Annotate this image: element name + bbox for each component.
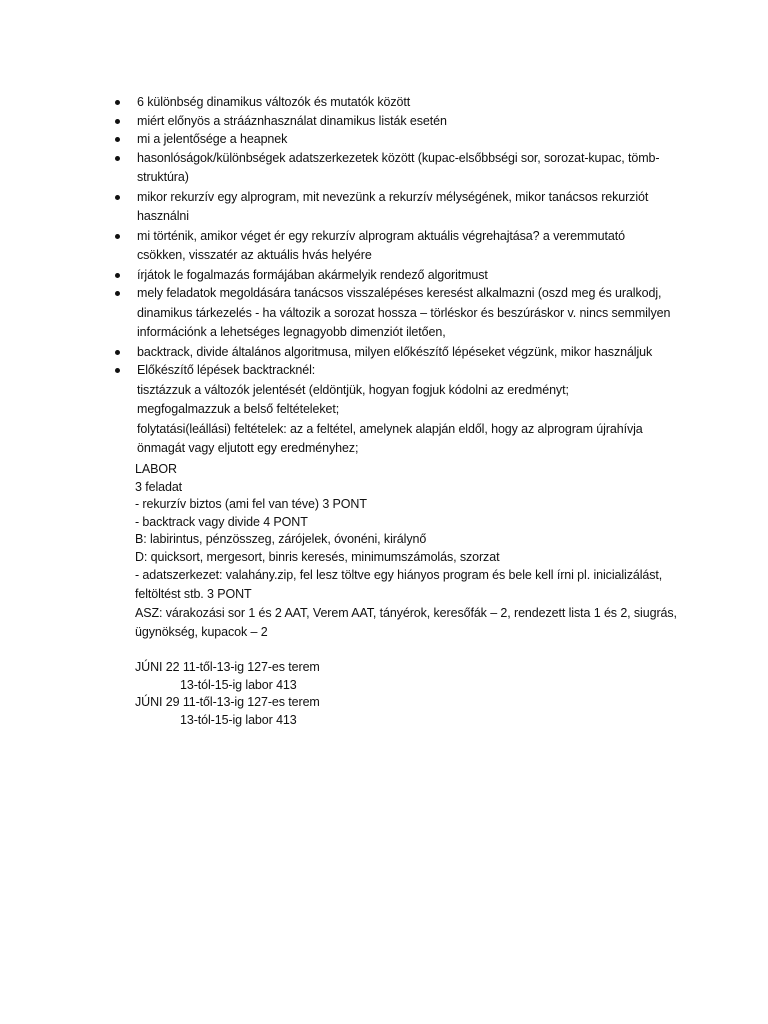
list-item — [112, 149, 672, 188]
bullet-icon — [115, 350, 120, 355]
list-item-text: 6 különbség dinamikus változók és mutatók között — [137, 95, 411, 109]
schedule-june22-line1: JÚNI 22 11-től-13-ig 127-es terem — [135, 660, 320, 674]
labor-item-backtrack: - backtrack vagy divide 4 PONT — [135, 514, 308, 529]
list-item — [112, 227, 672, 266]
labor-d-line: D: quicksort, mergesort, binris keresés, minimumszámolás, szorzat — [135, 549, 500, 564]
list-item-text: mi történik, amikor véget ér egy rekurzív alprogram aktuális végrehajtása? a veremmutató csökken, visszatér az aktuális hvás helyére — [137, 228, 625, 262]
labor-b-line: B: labirintus, pénzösszeg, zárójelek, óvonéni, királynő — [135, 532, 427, 546]
bullet-icon — [115, 119, 120, 124]
topics-bullet-list — [112, 93, 672, 459]
labor-section — [135, 461, 695, 729]
schedule-june29-line1: JÚNI 29 11-től-13-ig 127-es terem — [135, 695, 320, 709]
labor-item-datastructure: - adatszerkezet: valahány.zip, fel lesz töltve egy hiányos program és bele kell írni pl. inicializálást, feltöltést stb. 3 PONT — [135, 568, 663, 601]
list-item — [112, 112, 672, 131]
list-item — [112, 284, 672, 343]
bullet-icon — [115, 273, 120, 278]
bullet-icon — [115, 291, 120, 296]
sub-line: megfogalmazzuk a belső feltételeket; — [137, 402, 340, 416]
list-item — [112, 343, 672, 362]
list-item — [112, 266, 672, 285]
list-item-text: hasonlóságok/különbségek adatszerkezetek között (kupac-elsőbbségi sor, sorozat-kupac, tömb-struktúra) — [137, 150, 660, 184]
list-item-text: mikor rekurzív egy alprogram, mit nevezünk a rekurzív mélységének, mikor tanácsos rekurziót használni — [137, 189, 649, 223]
bullet-icon — [115, 137, 120, 142]
labor-title: LABOR — [135, 462, 177, 476]
list-item-text: Előkészítő lépések backtracknél: — [137, 363, 316, 377]
sub-line: tisztázzuk a változók jelentését (eldöntjük, hogyan fogjuk kódolni az eredményt; — [137, 382, 569, 397]
list-item — [112, 93, 672, 112]
list-item-text: írjátok le fogalmazás formájában akármelyik rendező algoritmust — [137, 267, 488, 282]
list-item-text: backtrack, divide általános algoritmusa, milyen előkészítő lépéseket végzünk, mikor használjuk — [137, 344, 653, 359]
bullet-icon — [115, 195, 120, 200]
labor-item-recursive: - rekurzív biztos (ami fel van téve) 3 PONT — [135, 497, 367, 511]
list-item-text: mi a jelentősége a heapnek — [137, 132, 288, 146]
list-item-text: mely feladatok megoldására tanácsos visszalépéses keresést alkalmazni (oszd meg és uralkodj, dinamikus tárkezelés - ha változik a sorozat hossza – törléskor és beszúráskor v. nincs semmilyen információnk a lehetséges legnagyobb dimenziót iletően, — [137, 286, 671, 339]
labor-task-count: 3 feladat — [135, 479, 183, 494]
sub-line: folytatási(leállási) feltételek: az a feltétel, amelynek alapján eldől, hogy az alprogram újrahívja önmagát vagy eljutott egy eredményhez; — [137, 421, 643, 455]
bullet-icon — [115, 156, 120, 161]
spacer — [135, 642, 695, 659]
schedule-june22-line2: 13-tól-15-ig labor 413 — [180, 677, 297, 692]
list-item — [112, 130, 672, 149]
labor-asz-line: ASZ: várakozási sor 1 és 2 AAT, Verem AAT, tányérok, keresőfák – 2, rendezett lista 1 és 2, siugrás, ügynökség, kupacok – 2 — [135, 606, 677, 639]
list-item — [112, 361, 672, 459]
bullet-icon — [115, 234, 120, 239]
list-item-text: miért előnyös a strááznhasználat dinamikus listák esetén — [137, 113, 447, 128]
bullet-icon — [115, 100, 120, 105]
list-item — [112, 188, 672, 227]
schedule-june29-line2: 13-tól-15-ig labor 413 — [180, 712, 297, 727]
bullet-icon — [115, 368, 120, 373]
